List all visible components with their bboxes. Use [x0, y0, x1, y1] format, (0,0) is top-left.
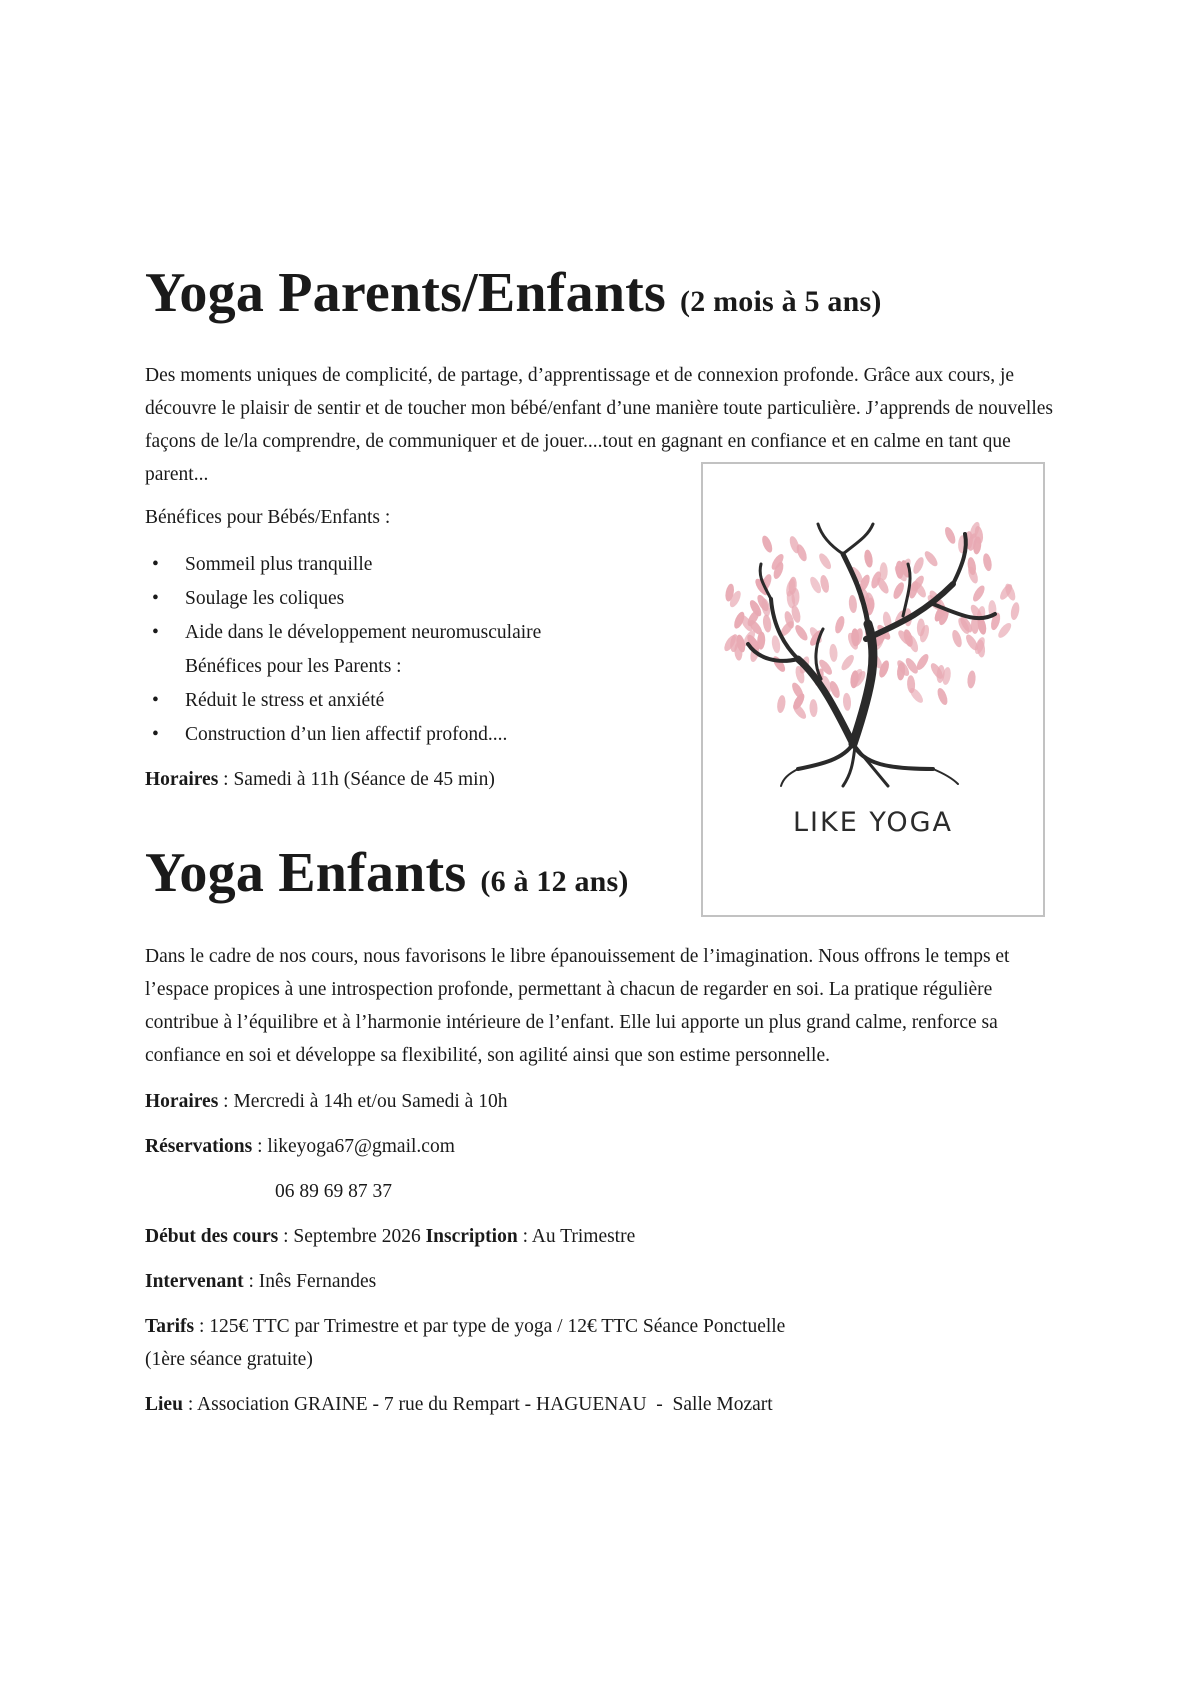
section2-intro: Dans le cadre de nos cours, nous favorisons le libre épanouissement de l’imagination. Nous offrons le temps et l’espace propices à une introspection profonde, permettant à chacun de regarder en soi. La pratique régulière contribue à l’équilibre et à l’harmonie intérieure de l’enfant. Elle lui apporte un plus grand calme, renforce sa confiance en soi et développe sa flexibilité, son agilité ainsi que son estime personnelle.: [145, 946, 1010, 1066]
leaf-mark: [967, 670, 977, 689]
bullet-icon: •: [152, 622, 159, 643]
leaf-mark: [771, 654, 788, 673]
teacher: [145, 1269, 376, 1295]
place-label: Lieu: [145, 1394, 183, 1415]
list-item: • Sommeil plus tranquille: [145, 548, 541, 582]
benefits-list: [145, 548, 541, 752]
inscription-value: : Au Trimestre: [517, 1226, 636, 1247]
place-value: : Association GRAINE - 7 rue du Rempart - HAGUENAU - Salle Mozart: [182, 1394, 773, 1415]
reservations-phone: 06 89 69 87 37: [275, 1181, 392, 1202]
leaf-mark: [809, 699, 818, 717]
reservations-email: : likeyoga67@gmail.com: [252, 1136, 455, 1157]
leaf-mark: [891, 581, 906, 601]
start-label: Début des cours: [145, 1226, 279, 1247]
list-item: • Construction d’un lien affectif profond....: [145, 718, 541, 752]
leaf-mark: [936, 687, 950, 707]
leaf-mark: [793, 623, 810, 642]
start-value: : Septembre 2026: [278, 1226, 426, 1247]
rates: [145, 1314, 785, 1340]
bullet-icon: •: [152, 588, 159, 609]
section1-intro: Des moments uniques de complicité, de partage, d’apprentissage et de connexion profonde. Grâce aux cours, je découvre le plaisir de sentir et de toucher mon bébé/enfant d’une manière toute particulière. J’apprends de nouvelles façons de le/la comprendre, de communiquer et de jouer....tout en gagnant en confiance et en calme en tant que parent...: [145, 365, 1054, 485]
leaf-mark: [760, 534, 774, 554]
section2-subtitle: (6 à 12 ans): [480, 865, 629, 898]
logo-text: LIKE YOGA: [792, 807, 953, 838]
list-item: • Réduit le stress et anxiété: [145, 684, 541, 718]
reservations: [145, 1134, 455, 1160]
leaf-mark: [762, 614, 772, 633]
leaf-mark: [817, 552, 834, 571]
leaf-mark: [833, 615, 846, 635]
section1-heading: [145, 262, 882, 324]
leaf-mark: [922, 549, 939, 568]
leaf-mark: [842, 693, 851, 712]
bullet-icon: •: [152, 724, 159, 745]
leaf-mark: [839, 653, 856, 672]
leaf-mark: [943, 526, 958, 546]
like-yoga-logo: [701, 462, 1045, 917]
location: [145, 1392, 773, 1418]
schedule-label: Horaires: [145, 769, 219, 790]
leaf-mark: [776, 695, 786, 714]
list-item: • Soulage les coliques: [145, 582, 541, 616]
leaf-mark: [848, 595, 858, 614]
tree-icon: [703, 464, 1043, 915]
leaf-mark: [1010, 602, 1021, 621]
leaf-mark: [829, 644, 838, 663]
course-start: [145, 1224, 635, 1250]
teacher-label: Intervenant: [145, 1271, 244, 1292]
bullet-icon: •: [152, 554, 159, 575]
leaf-mark: [950, 629, 963, 649]
leaf-mark: [971, 584, 987, 604]
list-item: • Aide dans le développement neuromusculaire: [145, 616, 541, 650]
benefits-children-label: Bénéfices pour Bébés/Enfants :: [145, 507, 391, 528]
rates-label: Tarifs: [145, 1316, 195, 1337]
rates-value: : 125€ TTC par Trimestre et par type de yoga / 12€ TTC Séance Ponctuelle: [194, 1316, 786, 1337]
inscription-label: Inscription: [425, 1226, 518, 1247]
schedule-value: : Mercredi à 14h et/ou Samedi à 10h: [218, 1091, 508, 1112]
section2-title: Yoga Enfants: [145, 842, 467, 904]
section2-schedule: [145, 1089, 507, 1115]
teacher-value: : Inês Fernandes: [243, 1271, 377, 1292]
schedule-label: Horaires: [145, 1091, 219, 1112]
bullet-icon: •: [152, 690, 159, 711]
leaf-mark: [982, 553, 993, 572]
benefits-parents-label: Bénéfices pour les Parents :: [185, 656, 402, 677]
reservations-label: Réservations: [145, 1136, 253, 1157]
section1-schedule: [145, 767, 495, 793]
schedule-value: : Samedi à 11h (Séance de 45 min): [218, 769, 495, 790]
rates-note: (1ère séance gratuite): [145, 1349, 313, 1370]
leaf-mark: [911, 556, 926, 576]
section2-heading: [145, 842, 629, 904]
section1-subtitle: (2 mois à 5 ans): [680, 285, 882, 318]
leaf-mark: [863, 549, 874, 568]
section1-title: Yoga Parents/Enfants: [145, 262, 667, 324]
